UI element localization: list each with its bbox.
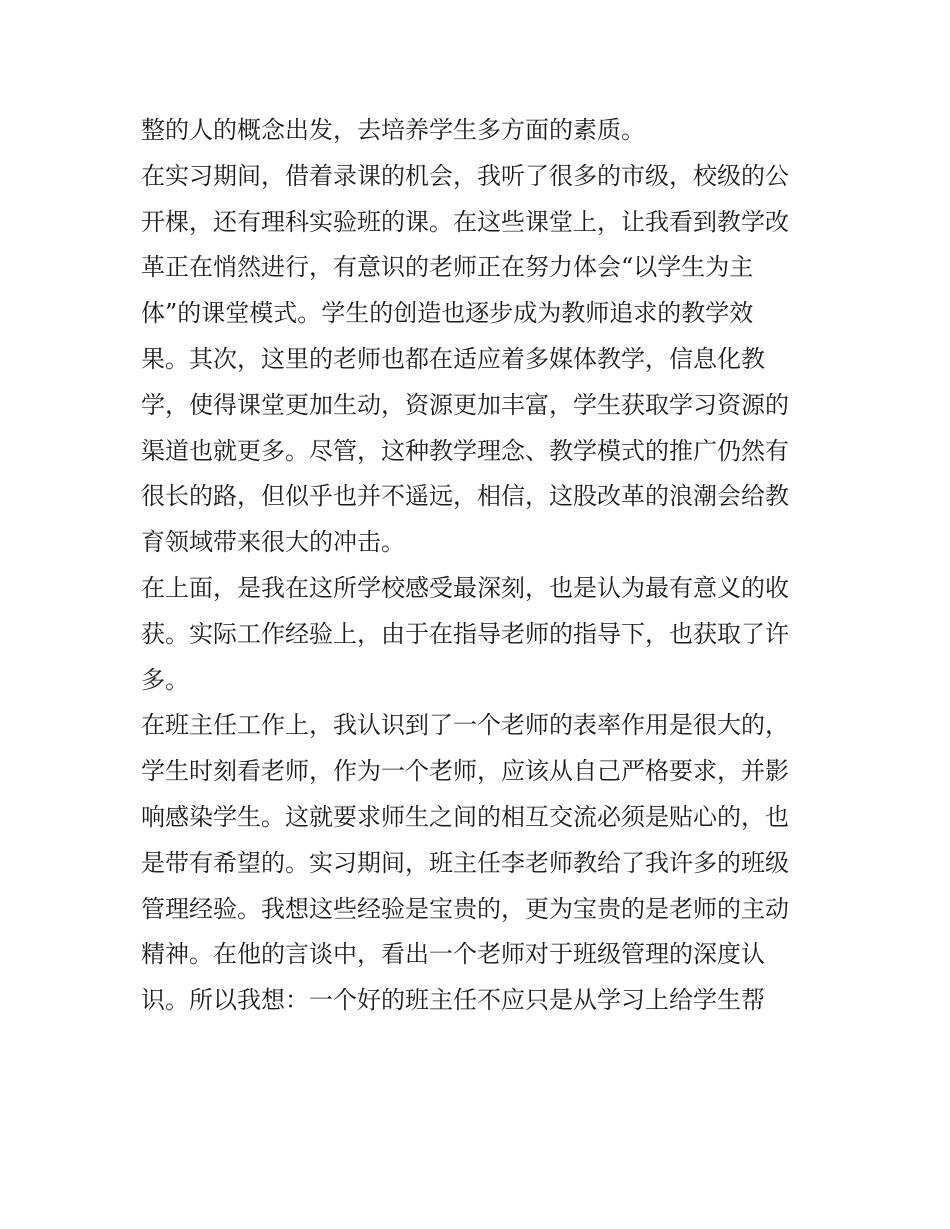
text-line-3: 开棵，还有理科实验班的课。在这些课堂上，让我看到教学改 [141,207,789,236]
text-line-11: 在上面，是我在这所学校感受最深刻，也是认为最有意义的收 [141,573,789,602]
text-line-1: 整的人的概念出发，去培养学生多方面的素质。 [141,116,645,144]
text-line-6: 果。其次，这里的老师也都在适应着多媒体教学，信息化教 [141,344,765,373]
body-text [141,108,821,1024]
text-line-17: 是带有希望的。实习期间，班主任李老师教给了我许多的班级 [141,848,789,877]
text-line-14: 在班主任工作上，我认识到了一个老师的表率作用是很大的， [141,711,789,740]
text-line-2: 在实习期间，借着录课的机会，我听了很多的市级，校级的公 [141,161,789,190]
text-line-13: 多。 [141,665,189,694]
text-line-4: 革正在悄然进行，有意识的老师正在努力体会“以学生为主 [141,253,754,282]
text-line-10: 育领域带来很大的冲击。 [141,528,405,557]
text-line-12: 获。实际工作经验上，由于在指导老师的指导下，也获取了许 [141,619,789,648]
text-line-16: 响感染学生。这就要求师生之间的相互交流必须是贴心的，也 [141,802,789,831]
text-line-7: 学，使得课堂更加生动，资源更加丰富，学生获取学习资源的 [141,390,789,419]
text-line-9: 很长的路，但似乎也并不遥远，相信，这股改革的浪潮会给教 [141,482,789,511]
text-line-20: 识。所以我想：一个好的班主任不应只是从学习上给学生帮 [141,986,765,1015]
text-line-8: 渠道也就更多。尽管，这种教学理念、教学模式的推广仍然有 [141,436,789,465]
text-line-18: 管理经验。我想这些经验是宝贵的，更为宝贵的是老师的主动 [141,894,789,923]
text-line-5: 体”的课堂模式。学生的创造也逐步成为教师追求的教学效 [141,299,754,328]
text-line-19: 精神。在他的言谈中，看出一个老师对于班级管理的深度认 [141,940,765,969]
text-line-15: 学生时刻看老师，作为一个老师，应该从自己严格要求，并影 [141,757,789,786]
